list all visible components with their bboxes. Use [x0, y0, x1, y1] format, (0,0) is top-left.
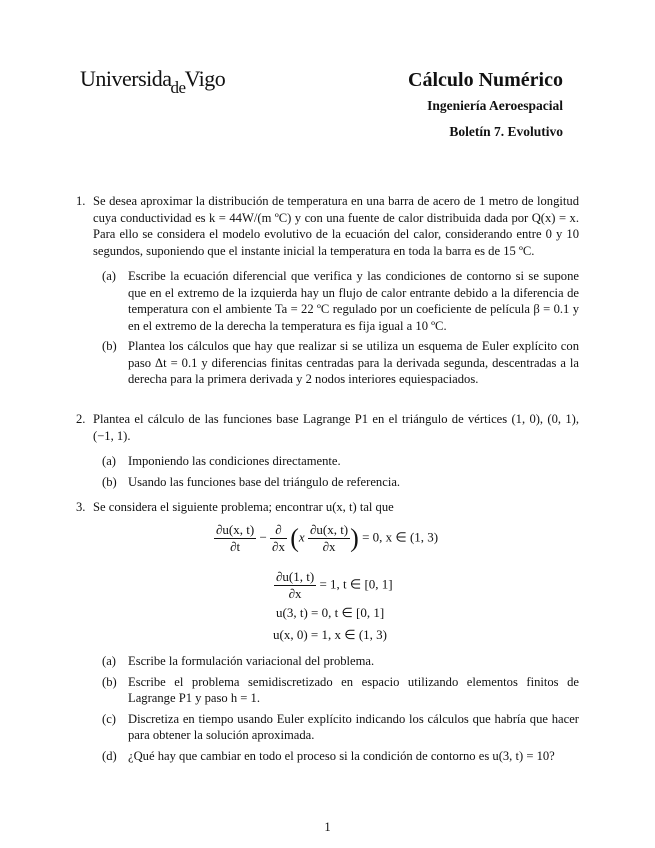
fraction-denominator: ∂x	[288, 586, 302, 601]
logo-text-sub: de	[170, 78, 186, 97]
logo-text-right: Vigo	[184, 66, 226, 91]
subquestion-label: (d)	[102, 748, 117, 763]
fraction-denominator: ∂t	[230, 539, 241, 554]
subquestion-label: (c)	[102, 711, 116, 726]
subquestion-text: Escribe la ecuación diferencial que verifica y las condiciones de contorno si se supone que en el extremo de la izquierda hay un flujo de calor entrante debido a la diferencia de temperatura con el ambiente Ta = 22 ºC regulado por un coeficiente de película β = 0.1 y en el extremo de la derecha la temperatura es fija igual a 10 ºC.	[128, 269, 579, 333]
subquestion-text: Escribe el problema semidiscretizado en espacio utilizando elementos finitos de Lagrange P1 y paso h = 1.	[128, 674, 579, 705]
university-logo	[80, 66, 226, 97]
problem-3	[76, 499, 579, 516]
subquestion-text: ¿Qué hay que cambiar en todo el proceso si la condición de contorno es u(3, t) = 10?	[128, 748, 555, 763]
problem-number: 3.	[76, 500, 86, 514]
problem-2	[76, 411, 579, 494]
subquestion-list	[102, 268, 579, 388]
subquestion	[102, 338, 579, 388]
subquestion-label: (b)	[102, 674, 117, 689]
fraction-numerator: ∂u(x, t)	[309, 522, 349, 537]
problem-statement: Se desea aproximar la distribución de temperatura en una barra de acero de 1 metro de longitud cuya conductividad es k = 44W/(m ºC) y con una fuente de calor distribuida dada por Q(x) = x. Para ello se considera el modelo evolutivo de la ecuación del calor, considerando entre 0 y 10 segundos, suponiendo que el instante inicial la temperatura en toda la barra es de 15 ºC.	[93, 194, 579, 258]
equation-initial-condition: u(x, 0) = 1, x ∈ (1, 3)	[273, 627, 387, 642]
subquestion-text: Plantea los cálculos que hay que realizar si se utiliza un esquema de Euler explícito con paso Δt = 0.1 y diferencias finitas centradas para la derivada segunda, descentradas a la derecha para la primera derivada y 2 nodos interiores equiespaciados.	[128, 339, 579, 386]
problem-3-parts	[76, 653, 579, 768]
equation-rhs: = 1, t ∈ [0, 1]	[319, 576, 393, 592]
equation-dirichlet-bc: u(3, t) = 0, t ∈ [0, 1]	[276, 605, 385, 620]
subquestion	[102, 674, 579, 707]
course-title: Cálculo Numérico	[408, 69, 563, 91]
problem-1	[76, 193, 579, 392]
degree-title: Ingeniería Aeroespacial	[427, 98, 563, 113]
fraction-numerator: ∂u(x, t)	[216, 522, 255, 537]
space-derivative-operator	[270, 522, 287, 555]
fraction-denominator: ∂x	[272, 539, 285, 554]
subquestion	[102, 453, 579, 470]
subquestion-label: (a)	[102, 654, 116, 668]
subquestion-list	[102, 653, 579, 764]
subquestion	[102, 653, 579, 670]
problem-number: 2.	[76, 412, 86, 426]
problem-statement: Plantea el cálculo de las funciones base Lagrange P1 en el triángulo de vértices (1, 0), (0, 1), (−1, 1).	[93, 412, 579, 443]
subquestion	[102, 748, 579, 765]
time-derivative	[214, 522, 256, 555]
fraction-numerator: ∂	[270, 522, 287, 539]
subquestion-text: Escribe la formulación variacional del problema.	[128, 654, 375, 668]
fraction-numerator: ∂u(1, t)	[276, 569, 315, 584]
coefficient-x: x	[298, 529, 305, 545]
subquestion-label: (b)	[102, 474, 117, 489]
page-number: 1	[324, 820, 331, 834]
boundary-derivative	[274, 569, 316, 602]
subquestion-label: (a)	[102, 269, 116, 283]
equation-pde: $\frac{\partial u(x, t)}{\partial t}$ − $\frac{\partial}{\partial x}$ (x $\frac{\partial u(x, t)}{\partial x}$ ) = 0, x ∈ (1, 3)	[216, 522, 439, 554]
problem-number: 1.	[76, 194, 86, 208]
problem-statement: Se considera el siguiente problema; encontrar u(x, t) tal que	[93, 500, 394, 514]
equation-neumann-bc	[274, 569, 393, 602]
minus-sign: −	[259, 529, 267, 545]
subquestion-label: (b)	[102, 339, 117, 353]
fraction-denominator: ∂x	[322, 539, 336, 554]
inner-space-derivative	[308, 522, 350, 555]
subquestion-text: Usando las funciones base del triángulo de referencia.	[128, 474, 401, 489]
logo-text-left: Universida	[80, 66, 172, 91]
sheet-title: Boletín 7. Evolutivo	[449, 124, 563, 139]
subquestion-text: Discretiza en tiempo usando Euler explícito indicando los cálculos que habría que hacer para obtener la solución aproximada.	[128, 711, 579, 742]
subquestion	[102, 474, 579, 491]
subquestion	[102, 268, 579, 334]
equation-rhs: = 0, x ∈ (1, 3)	[362, 529, 439, 545]
subquestion	[102, 711, 579, 744]
subquestion-list	[102, 453, 579, 490]
subquestion-label: (a)	[102, 454, 116, 468]
subquestion-text: Imponiendo las condiciones directamente.	[128, 454, 341, 468]
